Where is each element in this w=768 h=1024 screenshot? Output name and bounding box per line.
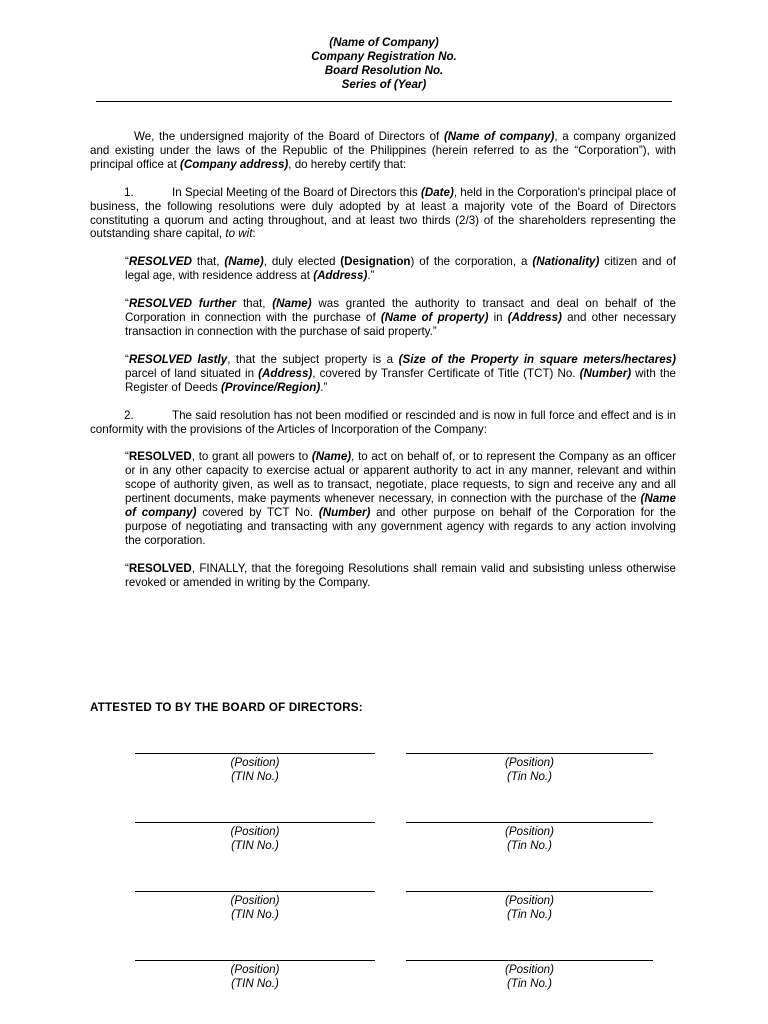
company-name: (Name of Company) [329, 36, 439, 49]
intro-paragraph: We, the undersigned majority of the Board of Directors of (Name of company), a company organized and existing under the laws of the Republic of the Philippines (herein referred to as the “Corporation”), with principal office at (Company address), do hereby certify that: [90, 130, 676, 171]
tin-label: (Tin No.) [507, 770, 552, 783]
signature-line[interactable] [135, 753, 375, 754]
signature-line[interactable] [406, 960, 653, 961]
registration-number: Company Registration No. [311, 50, 457, 63]
tin-label: (TIN No.) [231, 977, 279, 990]
resolution-1: “RESOLVED that, (Name), duly elected (Designation) of the corporation, a (Nationality) citizen and of legal age, with residence address at (Address).” [125, 255, 676, 283]
signature-line[interactable] [406, 891, 653, 892]
position-label: (Position) [505, 963, 554, 976]
resolution-3: “RESOLVED lastly, that the subject property is a (Size of the Property in square meters/hectares) parcel of land situated in (Address), covered by Transfer Certificate of Title (TCT) No. (Number) with the Register of Deeds (Province/Region).” [125, 352, 676, 394]
signature-right-3 [406, 891, 653, 922]
attestation-heading: ATTESTED TO BY THE BOARD OF DIRECTORS: [90, 701, 363, 714]
position-label: (Position) [505, 756, 554, 769]
signature-line[interactable] [135, 822, 375, 823]
signature-left-1 [135, 753, 375, 784]
signature-right-1 [406, 753, 653, 784]
resolution-4: “RESOLVED, to grant all powers to (Name), to act on behalf of, or to represent the Company as an officer or in any other capacity to exercise actual or apparent authority to act in any manner, relevant and within scope of authority given, as well as to transact, negotiate, place requests, to sign and receive any and all pertinent documents, make payments whenever necessary, in connection with the purchase of the (Name of company) covered by TCT No. (Number) and other purpose on behalf of the Corporation for the purpose of negotiating and transacting with any government agency with regards to any action involving the corporation. [125, 450, 676, 547]
resolution-2: “RESOLVED further that, (Name) was granted the authority to transact and deal on behalf of the Corporation in connection with the purchase of (Name of property) in (Address) and other necessary transaction in connection with the purchase of said property.” [125, 297, 676, 338]
position-label: (Position) [230, 894, 280, 907]
resolution-number: Board Resolution No. [324, 64, 444, 77]
signature-line[interactable] [406, 822, 653, 823]
position-label: (Position) [505, 894, 554, 907]
item-1-paragraph: 1. In Special Meeting of the Board of Directors this (Date), held in the Corporation's principal place of business, the following resolutions were duly adopted by at least a majority vote of the Board of Directors constituting a quorum and acting throughout, and at least two thirds (2/3) of the shareholders representing the outstanding share capital, to wit: [90, 185, 677, 241]
tin-label: (Tin No.) [507, 839, 552, 852]
signature-right-2 [406, 822, 653, 853]
series-year: Series of (Year) [341, 78, 427, 91]
resolution-5: “RESOLVED, FINALLY, that the foregoing Resolutions shall remain valid and subsisting unless otherwise revoked or amended in writing by the Company. [125, 561, 676, 589]
signature-left-3 [135, 891, 375, 922]
signature-line[interactable] [406, 753, 653, 754]
tin-label: (TIN No.) [231, 908, 279, 921]
tin-label: (Tin No.) [507, 908, 552, 921]
signature-left-4 [135, 960, 375, 991]
signature-line[interactable] [135, 891, 375, 892]
tin-label: (TIN No.) [231, 839, 279, 852]
item-1-number: 1. [124, 185, 134, 199]
signature-left-2 [135, 822, 375, 853]
signature-right-4 [406, 960, 653, 991]
document-header [0, 36, 768, 92]
item-2-paragraph: 2. The said resolution has not been modified or rescinded and is now in full force and effect and is in conformity with the provisions of the Articles of Incorporation of the Company: [90, 408, 676, 436]
document-body [90, 130, 676, 590]
tin-label: (TIN No.) [231, 770, 279, 783]
position-label: (Position) [230, 756, 280, 769]
header-divider [96, 101, 672, 102]
item-2-number: 2. [124, 408, 134, 422]
tin-label: (Tin No.) [507, 977, 552, 990]
position-label: (Position) [230, 963, 280, 976]
position-label: (Position) [230, 825, 280, 838]
signature-line[interactable] [135, 960, 375, 961]
position-label: (Position) [505, 825, 554, 838]
